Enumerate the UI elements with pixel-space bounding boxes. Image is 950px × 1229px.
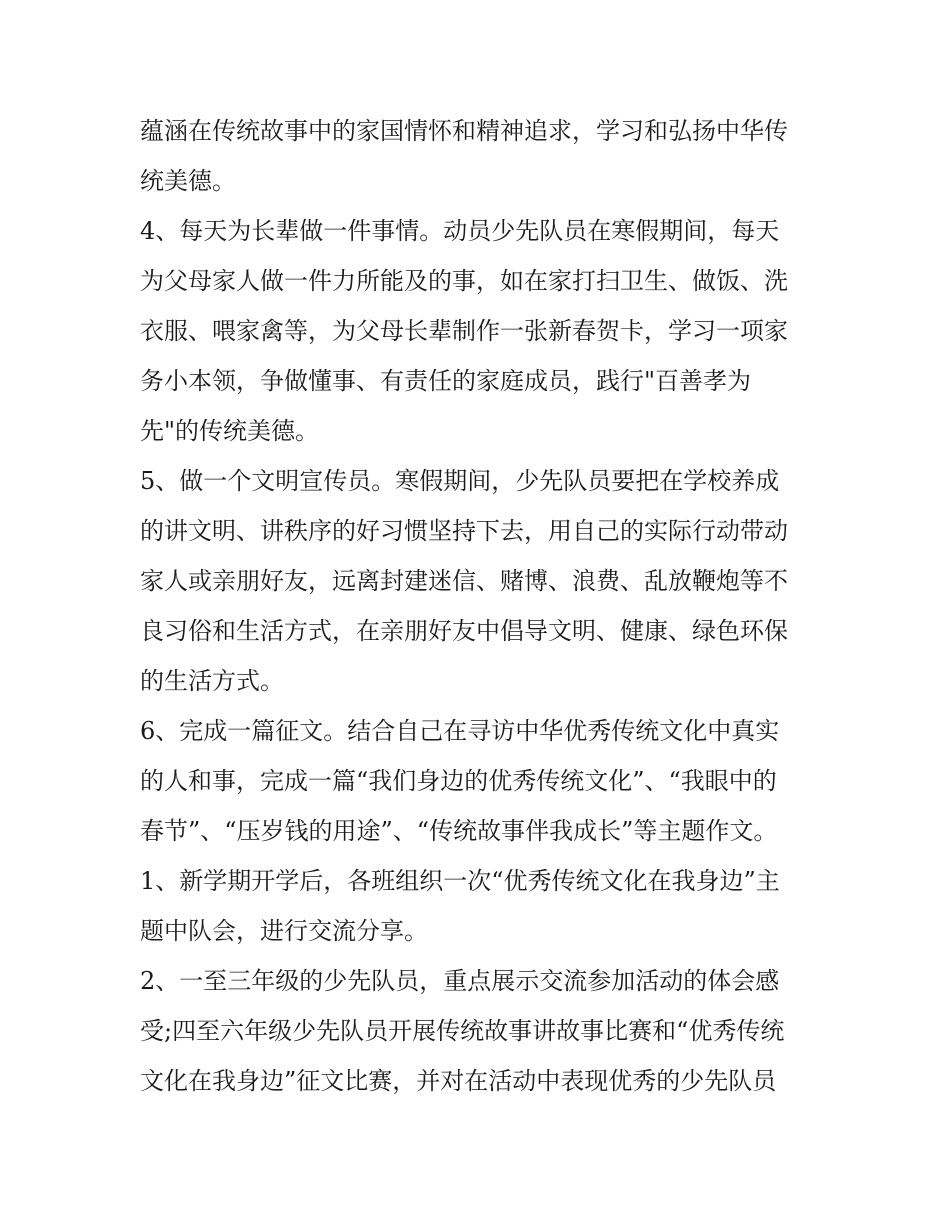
text-line: 统美德。 xyxy=(140,167,236,195)
text-line: 1、新学期开学后，各班组织一次“优秀传统文化在我身边”主 xyxy=(140,867,780,895)
text-line: 6、完成一篇征文。结合自己在寻访中华优秀传统文化中真实 xyxy=(140,717,780,745)
text-line: 2、一至三年级的少先队员，重点展示交流参加活动的体会感 xyxy=(140,967,780,995)
text-line: 4、每天为长辈做一件事情。动员少先队员在寒假期间，每天 xyxy=(140,217,780,245)
text-line: 春节”、“压岁钱的用途”、“传统故事伴我成长”等主题作文。 xyxy=(140,817,778,845)
text-line: 先"的传统美德。 xyxy=(140,417,320,445)
text-line: 家人或亲朋好友，远离封建迷信、赌博、浪费、乱放鞭炮等不 xyxy=(140,567,788,595)
text-line: 的讲文明、讲秩序的好习惯坚持下去，用自己的实际行动带动 xyxy=(140,517,788,545)
text-line: 文化在我身边”征文比赛，并对在活动中表现优秀的少先队员 xyxy=(140,1067,777,1095)
text-line: 的生活方式。 xyxy=(140,667,284,695)
text-line: 衣服、喂家禽等，为父母长辈制作一张新春贺卡，学习一项家 xyxy=(140,317,788,345)
document-body xyxy=(140,106,820,1106)
text-line: 良习俗和生活方式，在亲朋好友中倡导文明、健康、绿色环保 xyxy=(140,617,788,645)
text-line: 5、做一个文明宣传员。寒假期间，少先队员要把在学校养成 xyxy=(140,467,780,495)
text-line: 为父母家人做一件力所能及的事，如在家打扫卫生、做饭、洗 xyxy=(140,267,788,295)
text-line: 题中队会，进行交流分享。 xyxy=(140,917,428,945)
text-line: 受;四至六年级少先队员开展传统故事讲故事比赛和“优秀传统 xyxy=(140,1017,785,1045)
text-line: 蕴涵在传统故事中的家国情怀和精神追求，学习和弘扬中华传 xyxy=(140,117,788,145)
text-line: 务小本领，争做懂事、有责任的家庭成员，践行"百善孝为 xyxy=(140,367,752,395)
text-line: 的人和事，完成一篇“我们身边的优秀传统文化”、“我眼中的 xyxy=(140,767,777,795)
